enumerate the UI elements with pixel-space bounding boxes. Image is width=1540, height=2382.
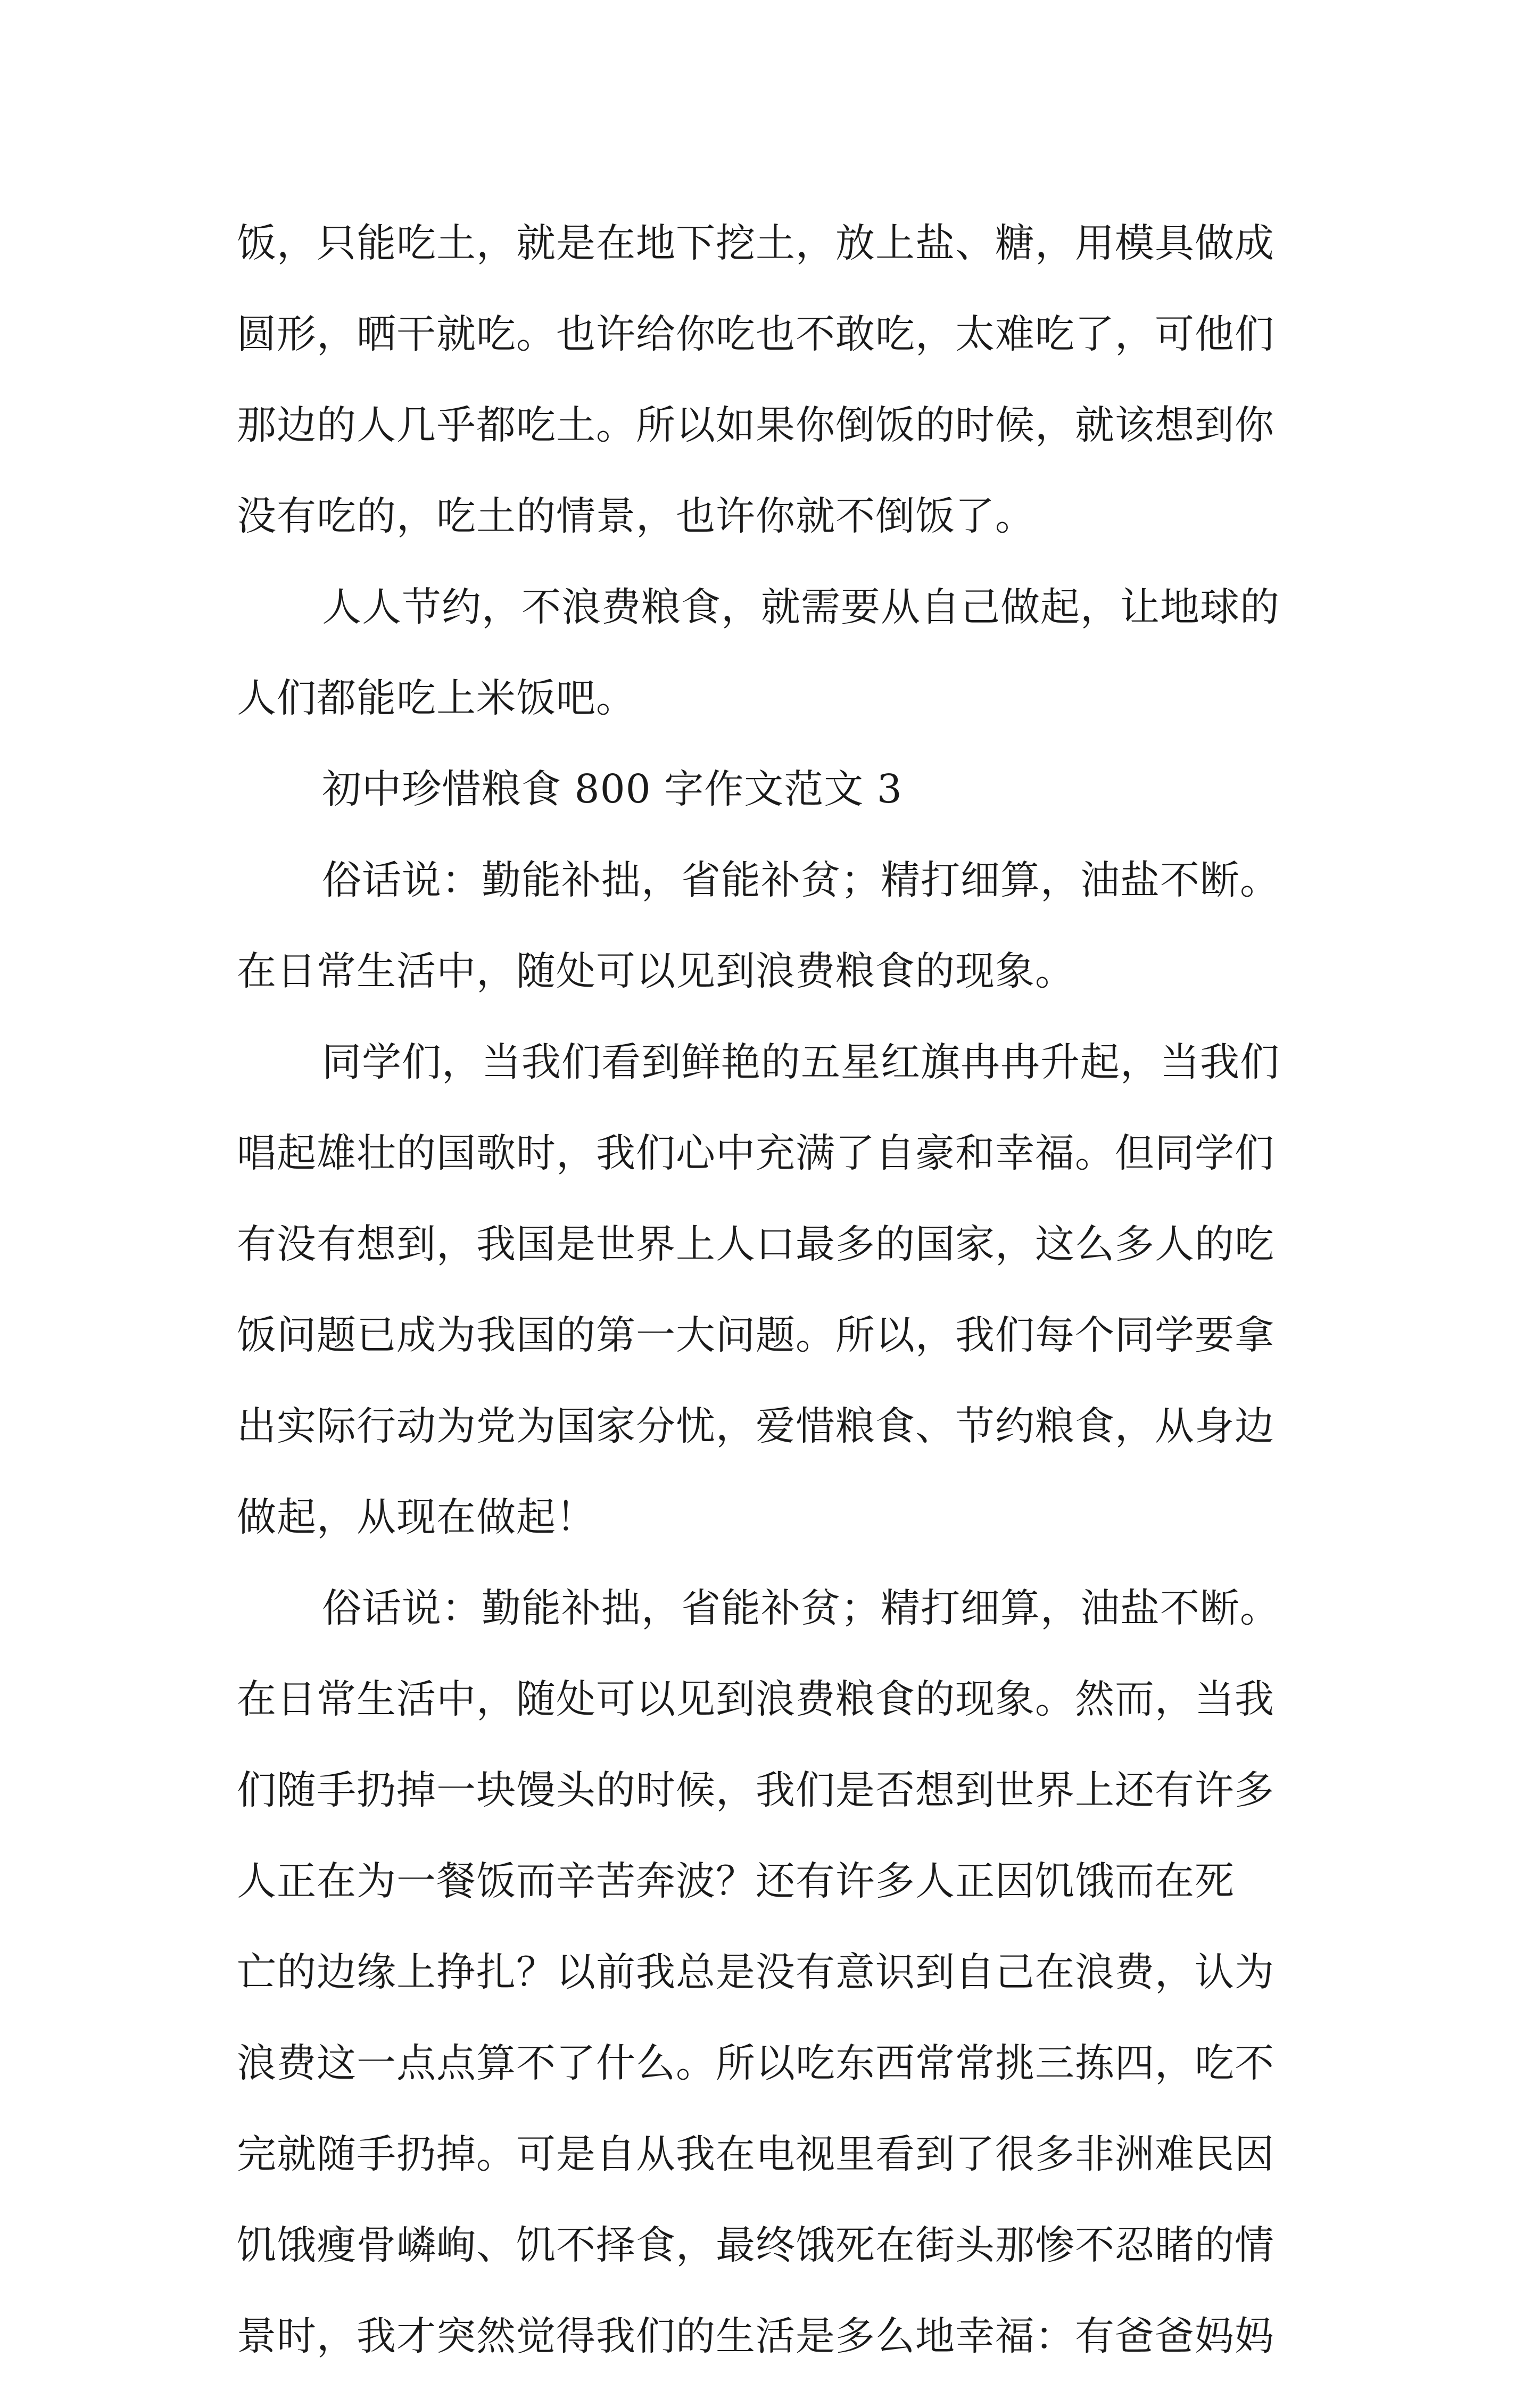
text-line: 有没有想到，我国是世界上人口最多的国家，这么多人的吃 bbox=[237, 1221, 1274, 1267]
text-line: 们随手扔掉一块馒头的时候，我们是否想到世界上还有许多 bbox=[237, 1767, 1274, 1813]
text-line: 亡的边缘上挣扎？以前我总是没有意识到自己在浪费，认为 bbox=[237, 1949, 1274, 1995]
text-line: 饥饿瘦骨嶙峋、饥不择食，最终饿死在街头那惨不忍睹的情 bbox=[237, 2222, 1274, 2268]
text-line: 圆形，晒干就吃。也许给你吃也不敢吃，太难吃了，可他们 bbox=[237, 311, 1274, 357]
text-line: 饭问题已成为我国的第一大问题。所以，我们每个同学要拿 bbox=[237, 1312, 1274, 1358]
text-line: 饭，只能吃土，就是在地下挖土，放上盐、糖，用模具做成 bbox=[237, 220, 1274, 266]
text-line: 出实际行动为党为国家分忧，爱惜粮食、节约粮食，从身边 bbox=[237, 1403, 1274, 1449]
paragraph-start-line: 人人节约，不浪费粮食，就需要从自己做起，让地球的 bbox=[322, 584, 1280, 630]
text-line: 那边的人几乎都吃土。所以如果你倒饭的时候，就该想到你 bbox=[237, 402, 1274, 448]
text-line: 在日常生活中，随处可以见到浪费粮食的现象。然而，当我 bbox=[237, 1676, 1274, 1722]
paragraph-start-line: 俗话说：勤能补拙，省能补贫；精打细算，油盐不断。 bbox=[322, 1585, 1280, 1631]
text-line: 做起，从现在做起！ bbox=[237, 1494, 596, 1540]
text-line: 人正在为一餐饭而辛苦奔波？还有许多人正因饥饿而在死 bbox=[237, 1858, 1235, 1904]
text-line: 完就随手扔掉。可是自从我在电视里看到了很多非洲难民因 bbox=[237, 2131, 1274, 2177]
text-line: 浪费这一点点算不了什么。所以吃东西常常挑三拣四，吃不 bbox=[237, 2040, 1274, 2086]
text-line: 在日常生活中，随处可以见到浪费粮食的现象。 bbox=[237, 948, 1075, 994]
text-line: 景时，我才突然觉得我们的生活是多么地幸福：有爸爸妈妈 bbox=[237, 2313, 1274, 2359]
section-heading: 初中珍惜粮食 800 字作文范文 3 bbox=[322, 766, 903, 812]
essay-body bbox=[237, 198, 1344, 2382]
text-line: 人们都能吃上米饭吧。 bbox=[237, 675, 636, 721]
paragraph-start-line: 同学们，当我们看到鲜艳的五星红旗冉冉升起，当我们 bbox=[322, 1039, 1280, 1085]
text-line: 唱起雄壮的国歌时，我们心中充满了自豪和幸福。但同学们 bbox=[237, 1130, 1274, 1176]
paragraph-start-line: 俗话说：勤能补拙，省能补贫；精打细算，油盐不断。 bbox=[322, 857, 1280, 903]
text-line: 没有吃的，吃土的情景，也许你就不倒饭了。 bbox=[237, 493, 1035, 539]
